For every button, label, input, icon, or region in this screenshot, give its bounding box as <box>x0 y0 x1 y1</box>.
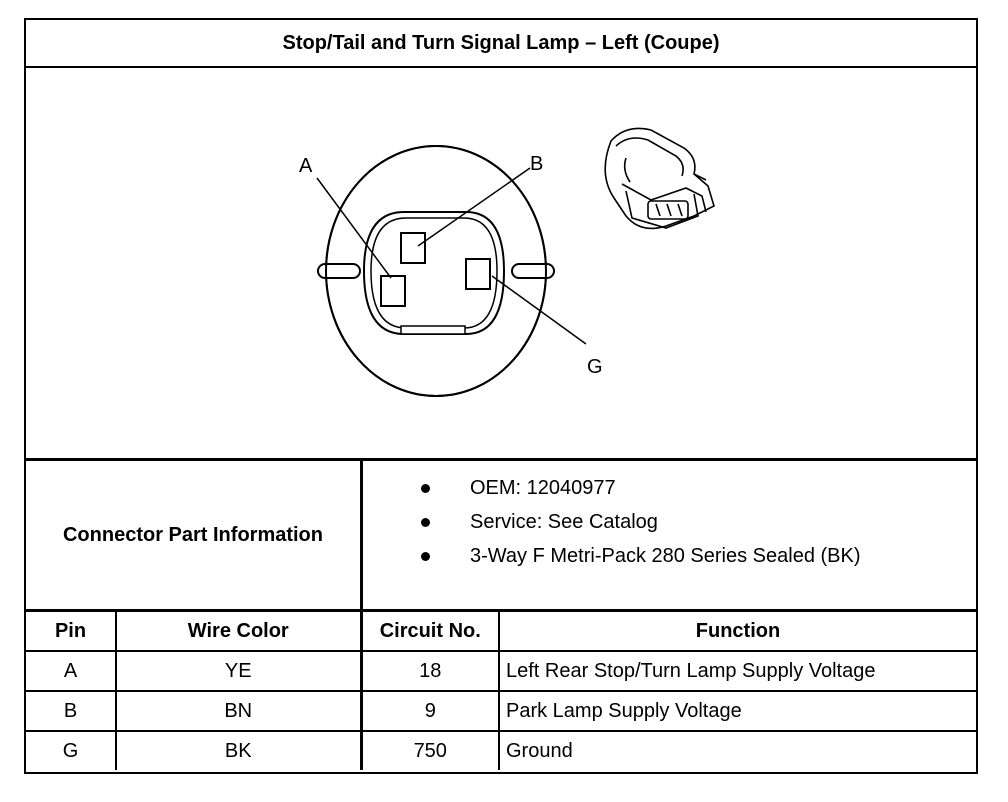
keyway-slot <box>401 326 465 334</box>
cell-pin: B <box>26 691 116 731</box>
terminal-g <box>466 259 490 289</box>
connector-3d-sketch <box>605 128 714 228</box>
terminal-a <box>381 276 405 306</box>
cell-function: Park Lamp Supply Voltage <box>499 691 976 731</box>
pin-label-b: B <box>530 153 544 175</box>
cell-circuit-no: 18 <box>361 651 499 691</box>
cell-circuit-no: 9 <box>361 691 499 731</box>
table-row <box>26 651 976 691</box>
pin-label-g: G <box>587 356 603 378</box>
connector-info-list <box>363 471 973 573</box>
connector-sheet <box>24 18 978 774</box>
cell-function: Ground <box>499 731 976 770</box>
cell-pin: A <box>26 651 116 691</box>
table-row <box>26 731 976 770</box>
left-latch <box>318 264 360 278</box>
header-wire-color: Wire Color <box>116 612 361 651</box>
cell-wire-color: BK <box>116 731 361 770</box>
right-latch <box>512 264 554 278</box>
leader-line-g <box>492 276 586 344</box>
table-row <box>26 691 976 731</box>
connector-face-drawing <box>26 66 976 458</box>
cell-pin: G <box>26 731 116 770</box>
page-title: Stop/Tail and Turn Signal Lamp – Left (Coupe) <box>26 20 976 68</box>
cell-circuit-no: 750 <box>361 731 499 770</box>
cell-function: Left Rear Stop/Turn Lamp Supply Voltage <box>499 651 976 691</box>
cell-wire-color: YE <box>116 651 361 691</box>
terminal-b <box>401 233 425 263</box>
pin-table-header <box>26 612 976 651</box>
info-item-service: Service: See Catalog <box>363 505 973 539</box>
pin-label-a: A <box>299 155 313 177</box>
header-pin: Pin <box>26 612 116 651</box>
pin-table <box>26 612 976 770</box>
connector-part-info <box>26 461 976 612</box>
info-item-oem: OEM: 12040977 <box>363 471 973 505</box>
info-item-description: 3-Way F Metri-Pack 280 Series Sealed (BK) <box>363 539 973 573</box>
connector-diagram <box>26 66 976 461</box>
header-function: Function <box>499 612 976 651</box>
cell-wire-color: BN <box>116 691 361 731</box>
connector-info-label: Connector Part Information <box>26 461 363 609</box>
header-circuit-no: Circuit No. <box>361 612 499 651</box>
